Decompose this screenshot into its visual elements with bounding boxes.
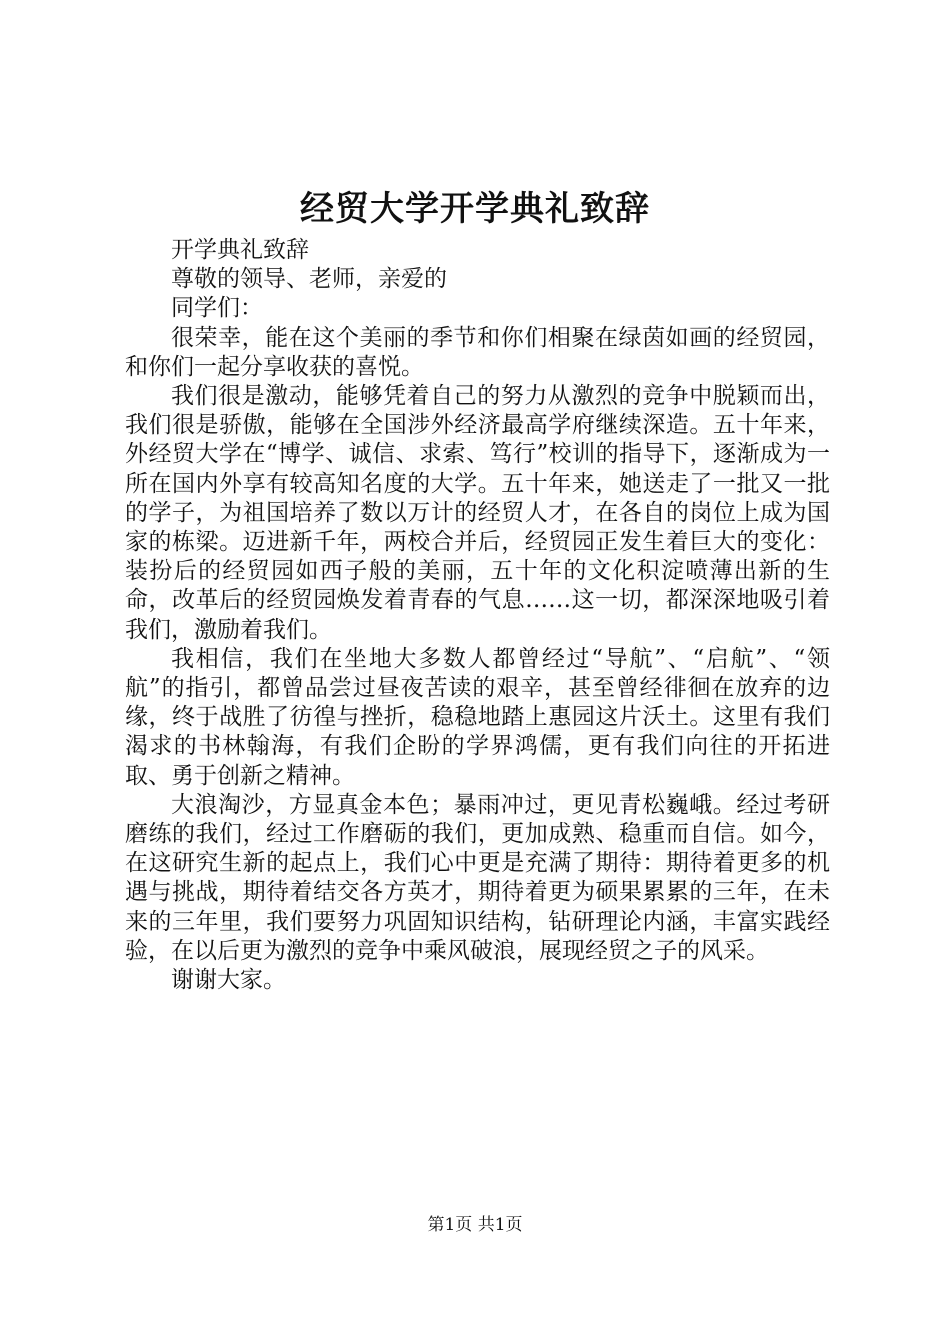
page-footer: 第1页 共1页 xyxy=(427,1215,523,1235)
paragraph: 大浪淘沙，方显真金本色；暴雨冲过，更见青松巍峨。经过考研磨练的我们，经过工作磨砺的我们，更加成熟、稳重而自信。如今，在这研究生新的起点上，我们心中更是充满了期待：期待着更多的机遇与挑战，期待着结交各方英才，期待着更为硕果累累的三年，在未来的三年里，我们要努力巩固知识结构，钻研理论内涵，丰富实践经验，在以后更为激烈的竞争中乘风破浪，展现经贸之子的风采。 xyxy=(125,791,830,964)
paragraph: 我相信，我们在坐地大多数人都曾经过“导航”、“启航”、“领航”的指引，都曾品尝过昼夜苦读的艰辛，甚至曾经徘徊在放弃的边缘，终于战胜了彷徨与挫折，稳稳地踏上惠园这片沃土。这里有我们渴求的书林翰海，有我们企盼的学界鸿儒，更有我们向往的开拓进取、勇于创新之精神。 xyxy=(125,645,830,789)
paragraph-heading: 开学典礼致辞 xyxy=(171,237,309,263)
paragraph-salutation-cont: 同学们： xyxy=(171,295,263,322)
paragraph: 我们很是激动，能够凭着自己的努力从激烈的竞争中脱颖而出，我们很是骄傲，能够在全国涉外经济最高学府继续深造。五十年来，外经贸大学在“博学、诚信、求索、笃行”校训的指导下，逐渐成为一所在国内外享有较高知名度的大学。五十年来，她送走了一批又一批的学子，为祖国培养了数以万计的经贸人才，在各自的岗位上成为国家的栋梁。迈进新千年，两校合并后，经贸园正发生着巨大的变化：装扮后的经贸园如西子般的美丽，五十年的文化积淀喷薄出新的生命，改革后的经贸园焕发着青春的气息……这一切，都深深地吸引着我们，激励着我们。 xyxy=(125,383,830,643)
document-title: 经贸大学开学典礼致辞 xyxy=(300,189,650,229)
paragraph-salutation: 尊敬的领导、老师，亲爱的 xyxy=(171,266,447,293)
document-body xyxy=(125,236,830,995)
paragraph: 很荣幸，能在这个美丽的季节和你们相聚在绿茵如画的经贸园，和你们一起分享收获的喜悦。 xyxy=(125,324,830,380)
paragraph-closing: 谢谢大家。 xyxy=(171,967,286,994)
